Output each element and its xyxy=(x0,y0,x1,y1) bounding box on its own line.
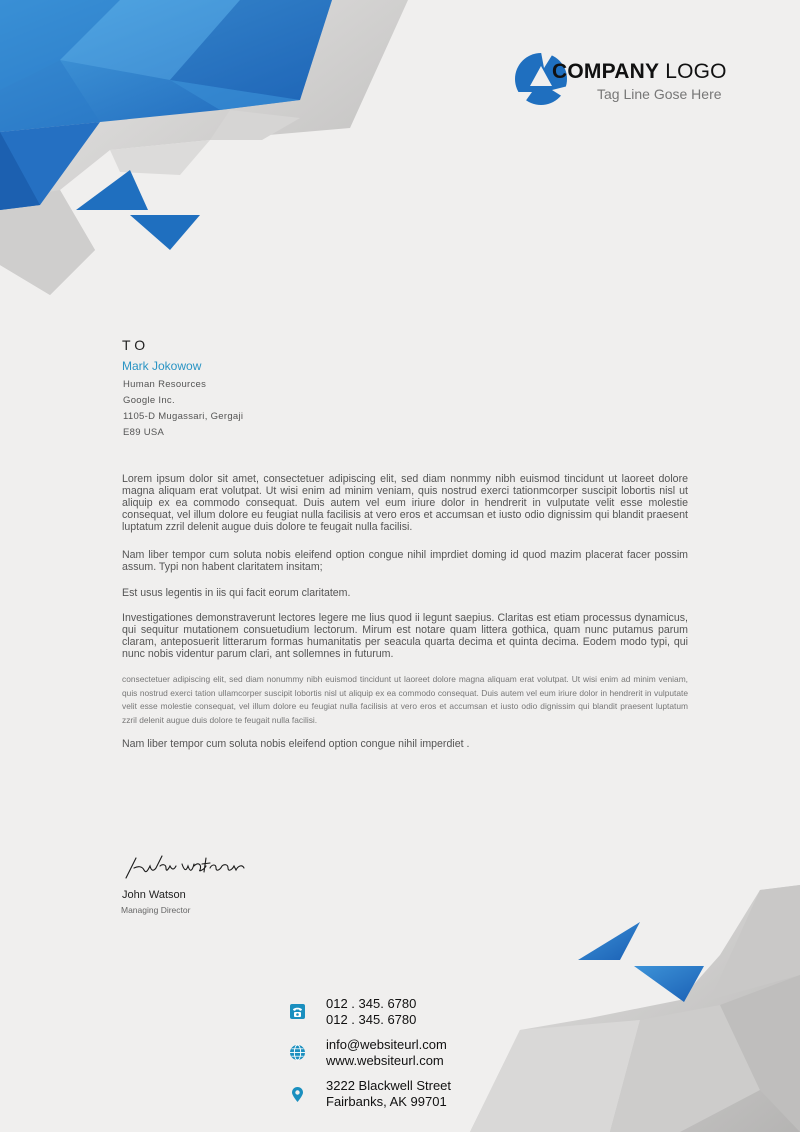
contact-phone-2: 012 . 345. 6780 xyxy=(326,1012,417,1027)
recipient-address-line: E89 USA xyxy=(123,427,165,438)
recipient-address-line: Google Inc. xyxy=(123,395,175,406)
body-paragraph: Nam liber tempor cum soluta nobis eleifend option congue nihil imperdiet . xyxy=(122,738,470,750)
company-tagline: Tag Line Gose Here xyxy=(597,86,722,102)
signatory-title: Managing Director xyxy=(121,905,191,915)
body-paragraph-small: consectetuer adipiscing elit, sed diam nonummy nibh euismod tincidunt ut laoreet dolore magna aliquam erat volutpat. Ut wisi enim ad minim veniam, quis nostrud exerci tation ullamcorper suscipit lobortis nisl ut aliquip ex ea commodo consequat. Duis autem vel eum iriure dolor in hendrerit in vulputate velit esse molestie consequat, vel illum dolore eu feugiat nulla facilisis at vero eros et accumsan et iusto odio dignissim qui blandit praesent luptatum zzril delenit augue duis dolore te feugait nulla facilisi. xyxy=(122,674,688,725)
signatory-name: John Watson xyxy=(122,889,186,901)
location-pin-icon xyxy=(289,1086,306,1103)
phone-icon xyxy=(289,1003,306,1020)
contact-address-2: Fairbanks, AK 99701 xyxy=(326,1094,447,1109)
contact-phone-1: 012 . 345. 6780 xyxy=(326,996,417,1011)
contact-website[interactable]: www.websiteurl.com xyxy=(326,1053,444,1068)
contact-address-1: 3222 Blackwell Street xyxy=(326,1078,452,1093)
body-paragraph: Nam liber tempor cum soluta nobis eleifend option congue nihil imprdiet doming id quod mazim placerat facer possim assum. Typi non habent claritatem insitam; xyxy=(122,549,688,573)
company-name: COMPANY LOGO xyxy=(552,60,727,83)
body-paragraph: Est usus legentis in iis qui facit eorum claritatem. xyxy=(122,587,351,599)
handwritten-signature xyxy=(120,848,250,884)
contact-email[interactable]: info@websiteurl.com xyxy=(326,1037,447,1052)
header-decoration xyxy=(0,0,800,300)
body-paragraph: Investigationes demonstraverunt lectores legere me lius quod ii legunt saepius. Claritas est etiam processus dynamicus, qui sequitur mutationem consuetudium lectorum. Mirum est notare quam littera gothica, quam nunc putamus parum claram, anteposuerit litterarum formas humanitatis per seacula quarta decima et quinta decima. Eodem modo typi, qui nunc nobis videntur parum clari, ant sollemnes in futurum. xyxy=(122,612,688,660)
recipient-address-line: 1105-D Mugassari, Gergaji xyxy=(123,411,244,422)
globe-icon xyxy=(289,1044,306,1061)
recipient-name: Mark Jokowow xyxy=(122,359,202,373)
company-logo xyxy=(514,52,754,112)
to-label: TO xyxy=(122,337,150,353)
recipient-address-line: Human Resources xyxy=(123,379,207,390)
body-paragraph: Lorem ipsum dolor sit amet, consectetuer adipiscing elit, sed diam nonmmy nibh euismod tincidunt ut laoreet dolore magna aliquam erat volutpat. Ut wisi enim ad minim veniam, quis nostrud exerci tationmcorper suscipit lobortis nisl ut aliquip ex ea commodo consequat. Duis autem vel eum iriure dolor in hendrerit in vulputate velit esse molestie consequat, vel illum dolore eu feugiat nulla facilisis at vero eros et accumsan et iusto odio dignissim qui blandit praesent luptatum zzril delenit augue duis dolore te feugait nulla facilisi. xyxy=(122,473,688,533)
